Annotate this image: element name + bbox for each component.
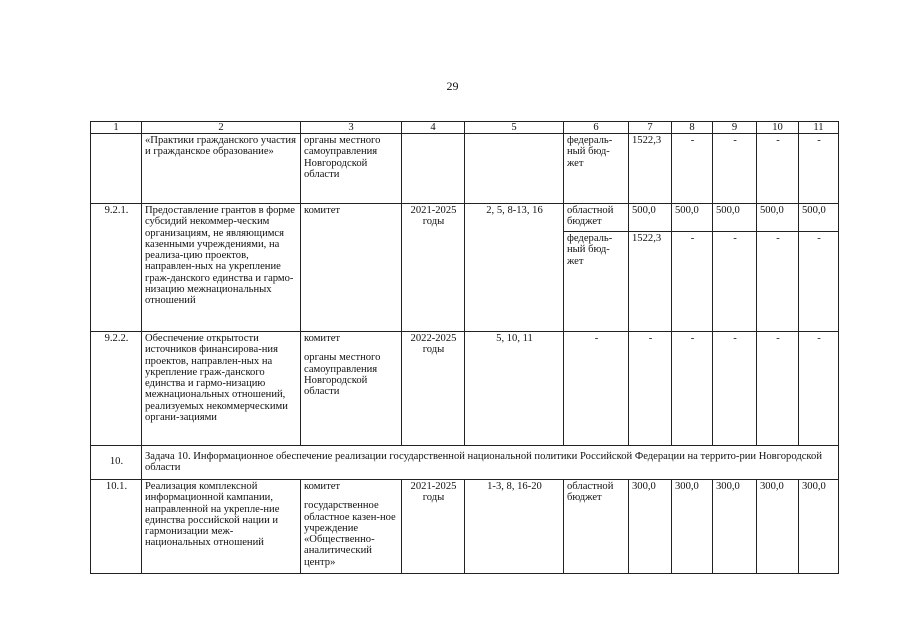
amount-col11: 300,0 — [799, 480, 839, 574]
amount-col10: 300,0 — [757, 480, 799, 574]
column-number-row — [91, 122, 839, 134]
target-indicators: 1-3, 8, 16-20 — [465, 480, 564, 574]
row-number: 9.2.2. — [91, 332, 142, 446]
amount-col10: 500,0 — [757, 204, 799, 232]
column-number: 5 — [465, 122, 564, 134]
column-number: 1 — [91, 122, 142, 134]
executor-line: органы местного самоуправления Новгородской области — [304, 352, 381, 398]
row-number — [91, 134, 142, 204]
period: 2022-2025 годы — [402, 332, 465, 446]
amount-col9: - — [713, 332, 757, 446]
amount-col7: - — [629, 332, 672, 446]
funding-source: федераль-ный бюд-жет — [564, 232, 629, 332]
amount-col9: 300,0 — [713, 480, 757, 574]
amount-col10: - — [757, 134, 799, 204]
period: 2021-2025 годы — [402, 204, 465, 332]
table-row — [91, 134, 839, 204]
target-indicators: 2, 5, 8-13, 16 — [465, 204, 564, 332]
activity-name: Предоставление грантов в форме субсидий некоммер-ческим организациям, не являющимся казенными учреждениями, на реализа-цию проектов, направлен-ных на укрепление граж-данского единства и гармо-низацию межнациональных отношений — [142, 204, 301, 332]
funding-source: областной бюджет — [564, 204, 629, 232]
column-number: 7 — [629, 122, 672, 134]
amount-col10: - — [757, 332, 799, 446]
column-number: 6 — [564, 122, 629, 134]
executor — [301, 332, 402, 446]
period: 2021-2025 годы — [402, 480, 465, 574]
activity-name: Обеспечение открытости источников финансирова-ния проектов, направлен-ных на укрепление граж-данского единства и гармо-низацию межнациональных отношений, реализуемых некоммерческими органи-зациями — [142, 332, 301, 446]
page-number: 29 — [446, 79, 459, 93]
amount-col8: 300,0 — [672, 480, 713, 574]
amount-col7: 1522,3 — [629, 232, 672, 332]
amount-col11: - — [799, 332, 839, 446]
column-number: 11 — [799, 122, 839, 134]
funding-source: федераль-ный бюд-жет — [564, 134, 629, 204]
amount-col9: - — [713, 232, 757, 332]
amount-col7: 1522,3 — [629, 134, 672, 204]
executor: органы местного самоуправления Новгородской области — [301, 134, 402, 204]
task-row — [91, 446, 839, 480]
executor: комитет — [301, 204, 402, 332]
executor — [301, 480, 402, 574]
executor-line: комитет — [304, 333, 341, 344]
task-title: Задача 10. Информационное обеспечение реализации государственной национальной политики Российской Федерации на террито-рии Новгородской области — [142, 446, 839, 480]
column-number: 9 — [713, 122, 757, 134]
funding-source: - — [564, 332, 629, 446]
column-number: 2 — [142, 122, 301, 134]
row-number: 10.1. — [91, 480, 142, 574]
executor-line: комитет — [304, 481, 341, 492]
amount-col8: - — [672, 332, 713, 446]
amount-col8: - — [672, 134, 713, 204]
amount-col8: 500,0 — [672, 204, 713, 232]
amount-col11: - — [799, 134, 839, 204]
amount-col7: 300,0 — [629, 480, 672, 574]
executor-line: государственное областное казен-ное учреждение «Общественно-аналитический центр» — [304, 500, 396, 568]
row-number: 9.2.1. — [91, 204, 142, 332]
column-number: 10 — [757, 122, 799, 134]
amount-col9: 500,0 — [713, 204, 757, 232]
activity-name: Реализация комплексной информационной кампании, направленной на укрепле-ние единства российской нации и гармонизации меж-национальных отношений — [142, 480, 301, 574]
row-number: 10. — [91, 446, 142, 480]
table-row — [91, 480, 839, 574]
table-row — [91, 204, 839, 232]
target-indicators: 5, 10, 11 — [465, 332, 564, 446]
amount-col10: - — [757, 232, 799, 332]
amount-col9: - — [713, 134, 757, 204]
amount-col7: 500,0 — [629, 204, 672, 232]
amount-col11: 500,0 — [799, 204, 839, 232]
target-indicators — [465, 134, 564, 204]
amount-col11: - — [799, 232, 839, 332]
column-number: 8 — [672, 122, 713, 134]
column-number: 4 — [402, 122, 465, 134]
column-number: 3 — [301, 122, 402, 134]
program-table — [90, 121, 839, 574]
amount-col8: - — [672, 232, 713, 332]
funding-source: областной бюджет — [564, 480, 629, 574]
table-row — [91, 332, 839, 446]
activity-name: «Практики гражданского участия и гражданское образование» — [142, 134, 301, 204]
period — [402, 134, 465, 204]
